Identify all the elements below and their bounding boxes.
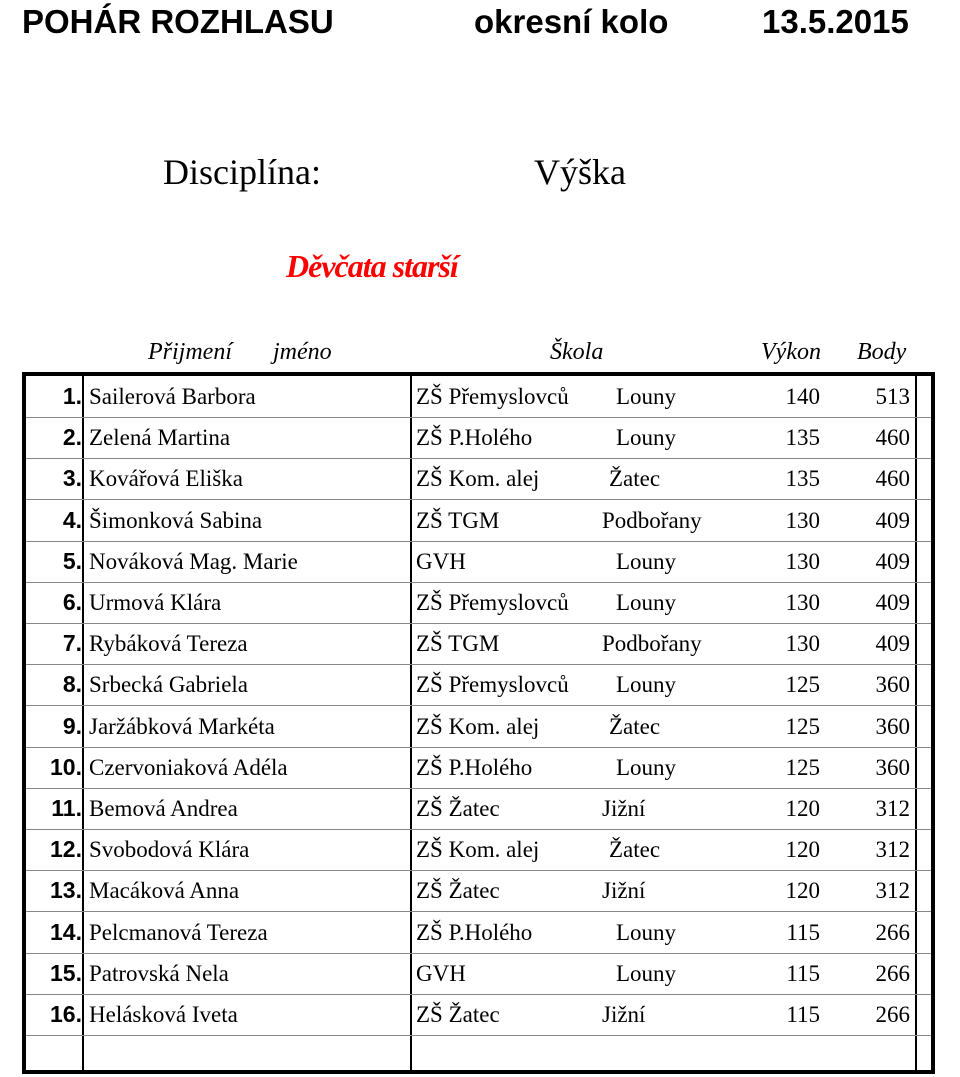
school-name: ZŠ Přemyslovců: [416, 384, 569, 409]
result-performance: 135: [785, 425, 820, 451]
result-points: 266: [875, 960, 910, 986]
table-row: [26, 458, 931, 500]
result-points: 266: [875, 919, 910, 945]
school-name: ZŠ Přemyslovců: [416, 590, 569, 615]
school-town: Louny: [616, 672, 677, 698]
result-performance: 115: [786, 960, 820, 986]
result-points: 360: [875, 754, 910, 780]
result-rank: 13.: [50, 877, 82, 904]
athlete-name: Pelcmanová Tereza: [89, 919, 268, 945]
school-name: ZŠ Žatec: [416, 878, 500, 904]
result-rank: 8.: [62, 671, 82, 698]
column-header-points: Body: [857, 339, 907, 365]
school-name: ZŠ Kom. alej: [416, 466, 540, 492]
column-header-firstname: jméno: [273, 339, 332, 365]
school-town: Žatec: [609, 837, 661, 863]
school-town: Žatec: [609, 713, 661, 739]
table-row: [26, 706, 931, 748]
table-row: [26, 664, 931, 706]
category-title: Děvčata starší: [286, 248, 458, 284]
round-label: okresní kolo: [474, 3, 669, 40]
result-performance: 130: [785, 507, 820, 533]
result-points: 360: [875, 713, 910, 739]
school-name: ZŠ TGM: [416, 507, 500, 533]
athlete-name: Macáková Anna: [89, 878, 240, 904]
table-row: [26, 870, 931, 912]
result-points: 312: [875, 837, 910, 863]
athlete-name: Svobodová Klára: [89, 837, 250, 863]
result-performance: 130: [785, 548, 820, 574]
athlete-name: Šimonková Sabina: [89, 507, 263, 533]
athlete-name: Rybáková Tereza: [89, 631, 248, 657]
table-row: [26, 376, 931, 418]
school-name: ZŠ Žatec: [416, 796, 500, 821]
school-name: ZŠ TGM: [416, 631, 500, 657]
result-points: 312: [875, 878, 910, 904]
school-name: ZŠ Kom. alej: [416, 837, 540, 863]
school-town: Jižní: [602, 796, 646, 821]
result-rank: 5.: [62, 547, 82, 574]
result-points: 409: [875, 548, 910, 574]
result-points: 460: [875, 425, 910, 451]
table-row: [26, 541, 931, 583]
result-rank: 11.: [51, 795, 82, 821]
school-town: Louny: [616, 960, 677, 986]
result-performance: 135: [785, 466, 820, 492]
result-performance: 120: [785, 837, 820, 863]
result-points: 460: [875, 466, 910, 492]
school-town: Louny: [616, 590, 677, 615]
result-rank: 2.: [62, 424, 82, 451]
discipline-value: Výška: [534, 152, 626, 192]
athlete-name: Patrovská Nela: [89, 960, 229, 986]
result-points: 513: [875, 384, 910, 409]
athlete-name: Zelená Martina: [89, 425, 231, 451]
result-performance: 125: [785, 754, 820, 780]
result-points: 312: [875, 796, 910, 821]
result-rank: 12.: [50, 836, 82, 863]
table-row: [26, 747, 931, 789]
result-performance: 125: [785, 672, 820, 698]
school-town: Louny: [616, 548, 677, 574]
table-row: [26, 912, 931, 954]
page-title: [22, 3, 960, 45]
result-performance: 130: [785, 590, 820, 615]
result-rank: 10.: [50, 753, 82, 780]
table-row: [26, 788, 931, 830]
result-points: 409: [875, 590, 910, 615]
school-town: Jižní: [602, 878, 646, 904]
school-town: Podbořany: [602, 631, 702, 657]
table-row: [26, 582, 931, 624]
table-row: [26, 994, 931, 1036]
result-points: 266: [875, 1002, 910, 1027]
athlete-name: Jaržábková Markéta: [89, 713, 275, 739]
athlete-name: Nováková Mag. Marie: [89, 548, 298, 574]
athlete-name: Urmová Klára: [89, 590, 222, 615]
school-name: ZŠ P.Holého: [416, 919, 533, 945]
column-header-surname: Přijmení: [148, 339, 232, 365]
result-performance: 125: [785, 713, 820, 739]
school-name: ZŠ P.Holého: [416, 425, 533, 451]
athlete-name: Czervoniaková Adéla: [89, 754, 288, 780]
result-points: 409: [875, 507, 910, 533]
result-rank: 16.: [50, 1001, 82, 1027]
discipline-label: Disciplína:: [163, 152, 321, 192]
school-town: Louny: [616, 754, 677, 780]
result-performance: 115: [786, 1002, 820, 1027]
school-name: ZŠ Přemyslovců: [416, 672, 569, 698]
result-performance: 120: [785, 878, 820, 904]
table-row: [26, 623, 931, 665]
result-performance: 115: [786, 919, 820, 945]
school-town: Podbořany: [602, 507, 702, 533]
result-points: 409: [875, 631, 910, 657]
table-row: [26, 953, 931, 995]
school-town: Louny: [616, 384, 677, 409]
result-points: 360: [875, 672, 910, 698]
result-rank: 14.: [50, 918, 82, 945]
athlete-name: Bemová Andrea: [89, 796, 238, 821]
column-header-school: Škola: [550, 339, 604, 365]
school-name: ZŠ Žatec: [416, 1002, 500, 1027]
school-name: ZŠ Kom. alej: [416, 713, 540, 739]
table-row: [26, 829, 931, 871]
result-performance: 130: [785, 631, 820, 657]
result-rank: 1.: [62, 383, 82, 409]
result-rank: 7.: [62, 630, 82, 657]
athlete-name: Srbecká Gabriela: [89, 672, 249, 698]
school-town: Louny: [616, 919, 677, 945]
result-performance: 120: [785, 796, 820, 821]
table-row: [26, 500, 931, 542]
school-town: Žatec: [609, 466, 661, 492]
athlete-name: Sailerová Barbora: [89, 384, 256, 409]
table-row-empty: [26, 1035, 931, 1076]
athlete-name: Helásková Iveta: [89, 1002, 238, 1027]
athlete-name: Kovářová Eliška: [89, 466, 243, 492]
result-rank: 3.: [62, 465, 82, 492]
event-title: POHÁR ROZHLASU: [22, 3, 334, 40]
column-header-performance: Výkon: [761, 339, 821, 365]
school-name: GVH: [416, 548, 466, 574]
table-row: [26, 417, 931, 459]
result-rank: 6.: [62, 589, 82, 615]
results-table: [22, 372, 935, 1074]
result-rank: 4.: [62, 506, 82, 533]
result-performance: 140: [785, 384, 820, 409]
school-name: ZŠ P.Holého: [416, 754, 533, 780]
school-town: Jižní: [602, 1002, 646, 1027]
school-town: Louny: [616, 425, 677, 451]
school-name: GVH: [416, 960, 466, 986]
event-date: 13.5.2015: [762, 3, 909, 40]
result-rank: 9.: [62, 712, 82, 739]
result-rank: 15.: [50, 959, 82, 986]
